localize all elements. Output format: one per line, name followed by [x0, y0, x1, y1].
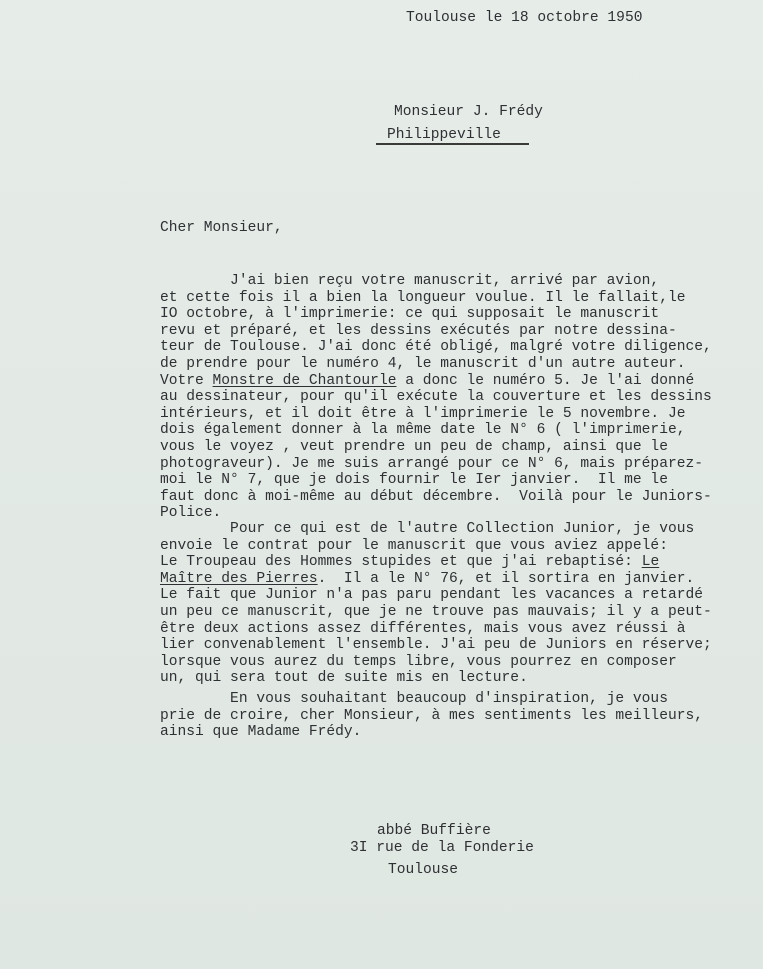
- paragraph-1-line: J'ai bien reçu votre manuscrit, arrivé par avion,: [160, 273, 660, 289]
- signature-name: abbé Buffière: [377, 823, 491, 839]
- underlined-title: Monstre de Chantourle: [212, 372, 397, 389]
- paragraph-2-line: Le Troupeau des Hommes stupides et que j'ai rebaptisé: Le: [160, 554, 660, 571]
- underlined-title: Maître des Pierres: [160, 570, 318, 587]
- paragraph-2-line: lorsque vous aurez du temps libre, vous pourrez en composer: [160, 653, 677, 670]
- paragraph-1-line: Votre Monstre de Chantourle a donc le numéro 5. Je l'ai donné: [160, 372, 695, 389]
- paragraph-1-line: teur de Toulouse. J'ai donc été obligé, malgré votre diligence,: [160, 339, 712, 356]
- letter-date: Toulouse le 18 octobre 1950: [406, 10, 643, 26]
- paragraph-2-line: un peu ce manuscrit, que je ne trouve pas mauvais; il y a peut-: [160, 603, 712, 620]
- underlined-title: Le: [641, 554, 660, 571]
- signature-city: Toulouse: [388, 862, 459, 878]
- recipient-name: Monsieur J. Frédy: [394, 104, 543, 120]
- paragraph-1-line: vous le voyez , veut prendre un peu de champ, ainsi que le: [160, 438, 668, 455]
- paragraph-1-line: revu et préparé, et les dessins exécutés par notre dessina-: [160, 322, 677, 339]
- paragraph-2-line: envoie le contrat pour le manuscrit que vous aviez appelé:: [160, 537, 668, 554]
- paragraph-3-line: En vous souhaitant beaucoup d'inspiration, je vous: [160, 691, 668, 707]
- paragraph-1-line: et cette fois il a bien la longueur voulue. Il le fallait,le: [160, 289, 686, 306]
- paragraph-1-line: faut donc à moi-même au début décembre. Voilà pour le Juniors-: [160, 488, 712, 505]
- paragraph-1-line: IO octobre, à l'imprimerie: ce qui supposait le manuscrit: [160, 306, 660, 323]
- recipient-city: Philippeville: [387, 127, 501, 143]
- paragraph-1-line: moi le N° 7, que je dois fournir le Ier janvier. Il me le: [160, 472, 668, 489]
- paragraph-2-line: être deux actions assez différentes, mais vous avez réussi à: [160, 620, 686, 637]
- paragraph-1-line: Police.: [160, 505, 222, 522]
- paragraph-1-line: au dessinateur, pour qu'il exécute la couverture et les dessins: [160, 389, 712, 406]
- paragraph-1-line: dois également donner à la même date le N° 6 ( l'imprimerie,: [160, 422, 686, 439]
- paragraph-1-line: photograveur). Je me suis arrangé pour ce N° 6, mais préparez-: [160, 455, 703, 472]
- recipient-city-underline: [376, 143, 529, 145]
- paragraph-2: [160, 521, 712, 687]
- paragraph-2-line: un, qui sera tout de suite mis en lecture.: [160, 670, 528, 687]
- paragraph-2-line: Maître des Pierres. Il a le N° 76, et il sortira en janvier.: [160, 570, 695, 587]
- paragraph-2-line: lier convenablement l'ensemble. J'ai peu de Juniors en réserve;: [160, 637, 712, 654]
- paragraph-1-line: intérieurs, et il doit être à l'imprimerie le 5 novembre. Je: [160, 405, 686, 422]
- paragraph-2-line: Le fait que Junior n'a pas paru pendant les vacances a retardé: [160, 587, 703, 604]
- paragraph-3-line: prie de croire, cher Monsieur, à mes sentiments les meilleurs,: [160, 707, 703, 724]
- greeting: Cher Monsieur,: [160, 220, 283, 236]
- paragraph-1: [160, 273, 712, 522]
- paragraph-3: [160, 691, 703, 741]
- paragraph-1-line: de prendre pour le numéro 4, le manuscrit d'un autre auteur.: [160, 355, 686, 372]
- paragraph-3-line: ainsi que Madame Frédy.: [160, 724, 362, 741]
- paragraph-2-line: Pour ce qui est de l'autre Collection Junior, je vous: [160, 521, 695, 537]
- signature-street: 3I rue de la Fonderie: [350, 840, 534, 856]
